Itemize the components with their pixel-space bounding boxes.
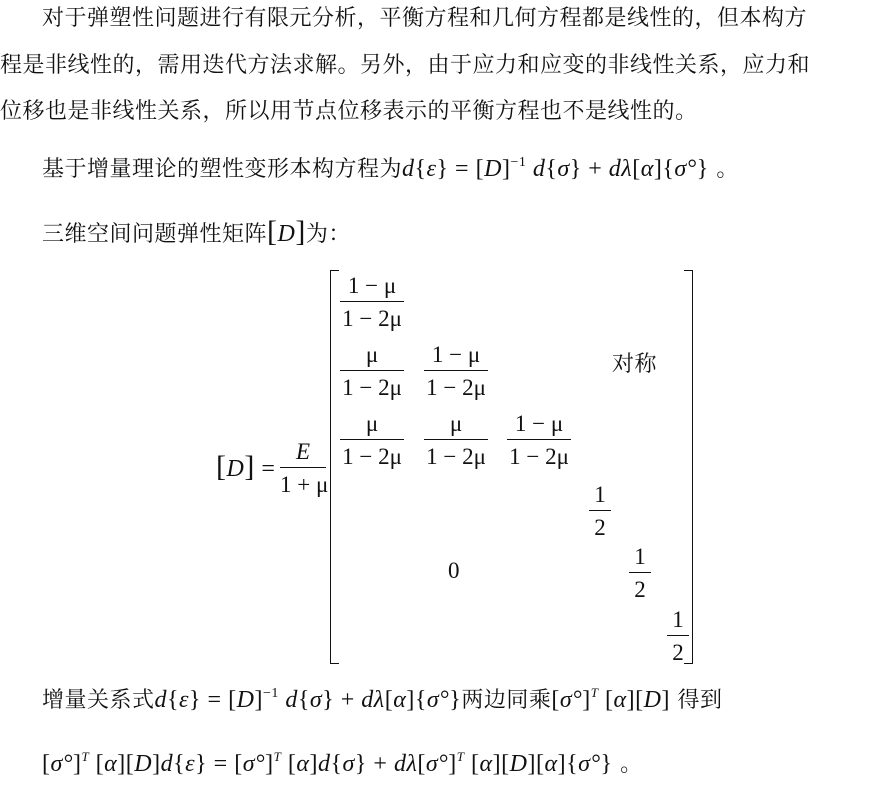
paragraph-4-text-2: 两边同乘 xyxy=(461,688,552,713)
matrix-entry-r3c3: 1 − μ 1 − 2μ xyxy=(507,412,571,468)
paragraph-1-line-3: 位移也是非线性关系，所以用节点位移表示的平衡方程也不是线性的。 xyxy=(0,99,698,124)
matrix-entry-r1c1: 1 − μ 1 − 2μ xyxy=(340,274,404,330)
matrix-entry-r6c6: 1 2 xyxy=(667,608,689,664)
matrix-zero-block: 0 xyxy=(448,558,460,583)
matrix-entry-r4c4: 1 2 xyxy=(589,483,611,539)
paragraph-2: 基于增量理论的塑性变形本构方程为$d\{\varepsilon\} = [D]^{-1}$ d{σ} + dλ[α]{σ°} 。 xyxy=(42,155,739,182)
matrix-prefactor: E 1 + μ xyxy=(280,439,329,497)
matrix-symmetric-label: 对称 xyxy=(612,352,658,377)
matrix-entry-r3c1: μ 1 − 2μ xyxy=(340,412,404,468)
matrix-D-symbol: [D] xyxy=(267,215,306,248)
paragraph-1-line-1: 对于弹塑性问题进行有限元分析，平衡方程和几何方程都是线性的，但本构方 xyxy=(42,6,808,31)
paragraph-1-line-2: 程是非线性的，需用迭代方法求解。另外，由于应力和应变的非线性关系，应力和 xyxy=(0,53,811,78)
multiplier-expression: $[\sigma^\circ]^T$ [α][D] xyxy=(551,685,670,713)
matrix-entry-r3c2: μ 1 − 2μ xyxy=(424,412,488,468)
paragraph-4 xyxy=(42,685,723,713)
paragraph-3-text: 三维空间问题弹性矩阵 xyxy=(42,222,268,247)
matrix-entry-r2c2: 1 − μ 1 − 2μ xyxy=(424,343,488,399)
matrix-right-bracket xyxy=(684,270,693,664)
paragraph-3: 三维空间问题弹性矩阵[D]为： xyxy=(42,215,351,248)
matrix-left-bracket xyxy=(330,270,339,664)
incremental-relation: $d\{\varepsilon\} = [D]^{-1}$ d{σ} + dλ[α]{σ°} xyxy=(154,686,462,713)
paragraph-2-text: 基于增量理论的塑性变形本构方程为 xyxy=(42,157,403,182)
paragraph-4-text-1: 增量关系式 xyxy=(42,688,155,713)
paragraph-4-text-3: 得到 xyxy=(677,688,723,713)
matrix-entry-r2c1: μ 1 − 2μ xyxy=(340,343,404,399)
matrix-entry-r5c5: 1 2 xyxy=(629,545,651,601)
matrix-lhs: [D] = xyxy=(216,450,276,483)
constitutive-equation: $d\{\varepsilon\} = [D]^{-1}$ d{σ} + dλ[α]{σ°} xyxy=(402,155,709,182)
final-equation: $[\sigma^\circ]^T$ $[\alpha][D]d\{\varepsilon\} = [\sigma^\circ]^T$ $[\alpha]d\{\sigma\} + d\lambda[\sigma^\circ]^T$ [α][D][α]{σ°} 。 xyxy=(42,749,643,777)
